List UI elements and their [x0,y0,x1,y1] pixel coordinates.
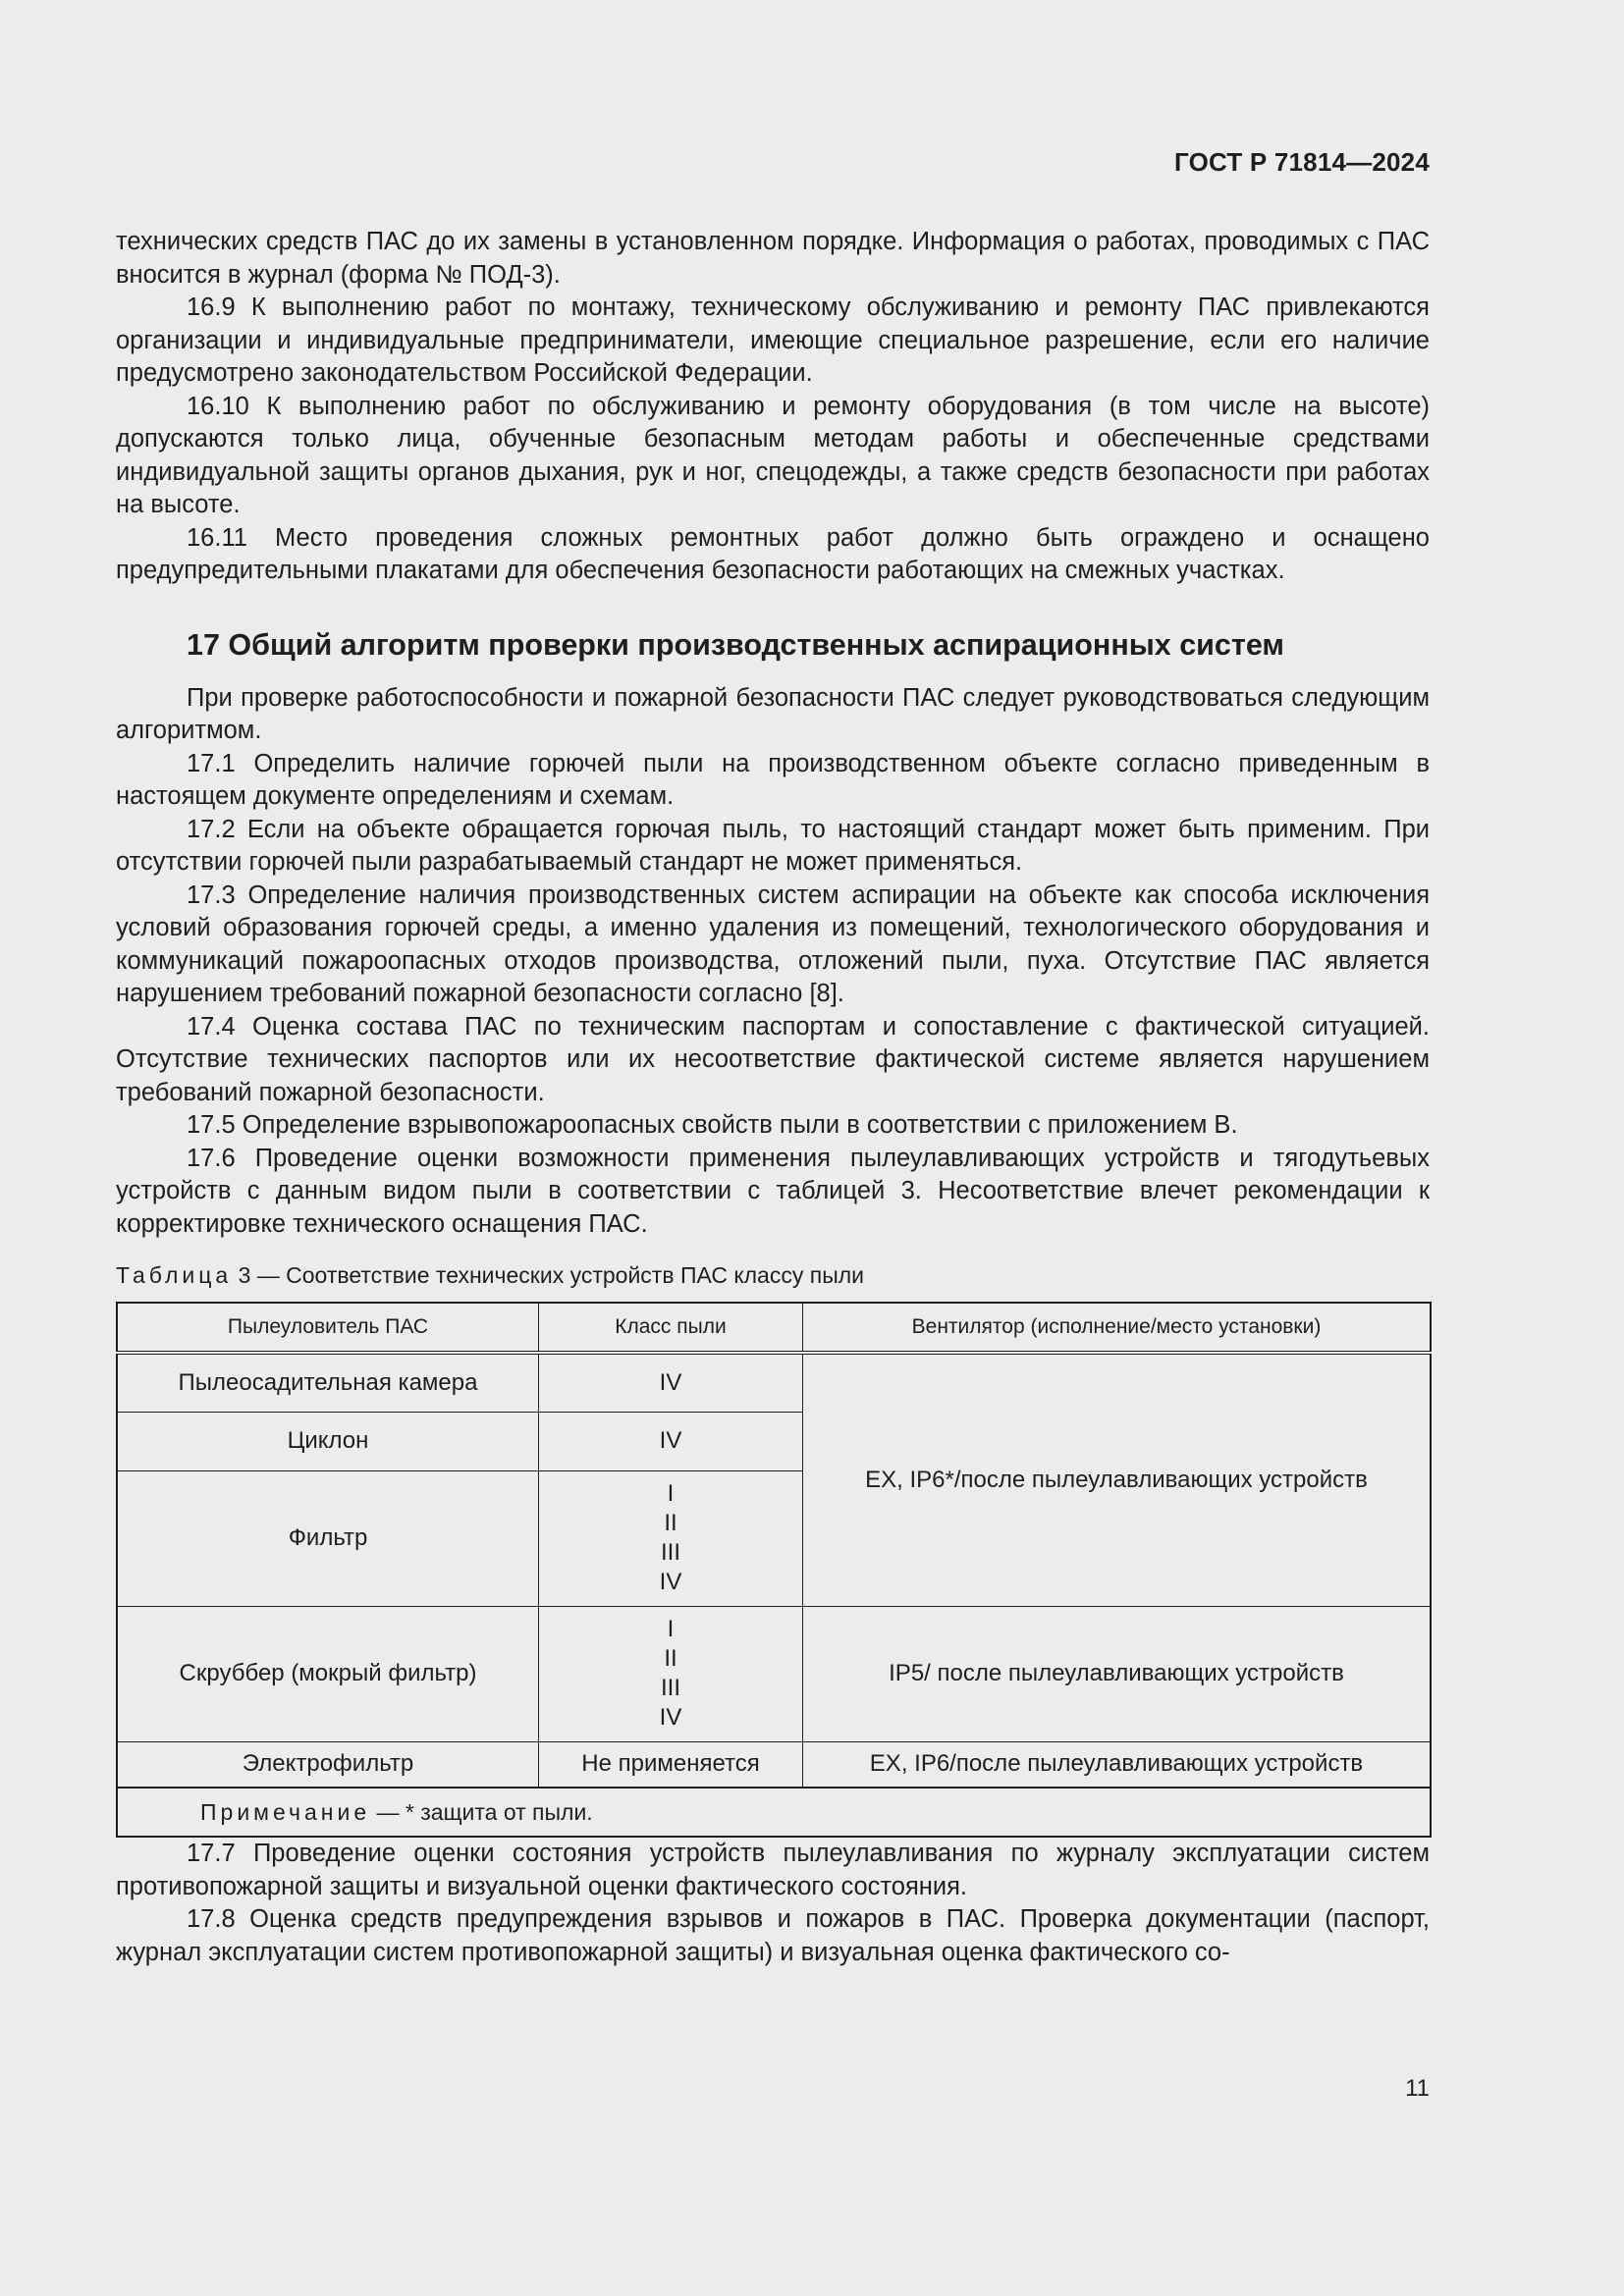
cell-collector: Скруббер (мокрый фильтр) [117,1606,539,1741]
cell-dust-class: Не применяется [539,1741,803,1788]
document-code-header: ГОСТ Р 71814—2024 [1174,147,1430,177]
dust-class-value: III [660,1675,680,1701]
header-dust-class: Класс пыли [539,1303,803,1353]
paragraph-17-8: 17.8 Оценка средств предупреждения взрывов и пожаров в ПАС. Проверка документации (паспорт, журнал эксплуатации систем противопожарной защиты) и визуальная оценка фактического со- [116,1905,1430,1966]
paragraph-17-6: 17.6 Проведение оценки возможности применения пылеулавливающих устройств и тягодутьевых устройств с данным видом пыли в соответствии с таблицей 3. Несоответствие влечет рекомендации к корректировке технического оснащения ПАС. [116,1144,1430,1238]
dust-class-value: I [667,1480,675,1507]
table-row [117,1741,1431,1788]
paragraph-17-3: 17.3 Определение наличия производственных систем аспирации на объекте как способа исключения условий образования горючей среды, а именно удаления из помещений, технологического оборудования и коммуникаций пожароопасных отходов производства, отложений пыли, пуха. Отсутствие ПАС является нарушением требований пожарной безопасности согласно [8]. [116,881,1430,1007]
paragraph-17-5: 17.5 Определение взрывопожароопасных свойств пыли в соответствии с приложением В. [187,1111,1238,1139]
page-content [116,226,1430,1969]
paragraph-17-7: 17.7 Проведение оценки состояния устройств пылеулавливания по журналу эксплуатации систем противопожарной защиты и визуальной оценки фактического состояния. [116,1840,1430,1900]
paragraph-17-4: 17.4 Оценка состава ПАС по техническим паспортам и сопоставление с фактической ситуацией. Отсутствие технических паспортов или их несоответствие фактической системе является нарушением требований пожарной безопасности. [116,1012,1430,1106]
dust-class-value: II [664,1645,677,1672]
dust-class-value: IV [659,1569,682,1595]
cell-collector: Пылеосадительная камера [117,1353,539,1412]
header-collector: Пылеуловитель ПАС [117,1303,539,1353]
table-caption-label: Таблица [116,1262,233,1288]
cell-collector: Циклон [117,1412,539,1470]
note-text: — * защита от пыли. [370,1799,593,1825]
paragraph-16-11: 16.11 Место проведения сложных ремонтных работ должно быть ограждено и оснащено предупредительными плакатами для обеспечения безопасности работающих на смежных участках. [116,523,1430,584]
paragraph-17-intro: При проверке работоспособности и пожарной безопасности ПАС следует руководствоваться следующим алгоритмом. [116,683,1430,744]
section-17-heading: 17 Общий алгоритм проверки производственных аспирационных систем [187,627,1284,662]
cell-collector: Электрофильтр [117,1741,539,1788]
note-label: Примечание [200,1799,371,1825]
table-note [117,1788,1431,1837]
page-number: 11 [1405,2075,1430,2102]
table-row [117,1353,1431,1412]
cell-fan: IP5/ после пылеулавливающих устройств [803,1606,1432,1741]
dust-class-value: IV [659,1704,682,1731]
table-note-row [117,1788,1431,1837]
header-fan: Вентилятор (исполнение/место установки) [803,1303,1432,1353]
cell-collector: Фильтр [117,1470,539,1606]
table-caption-title: 3 — Соответствие технических устройств ПАС классу пыли [232,1262,864,1288]
paragraph-16-9: 16.9 К выполнению работ по монтажу, техническому обслуживанию и ремонту ПАС привлекаются организации и индивидуальные предприниматели, имеющие специальное разрешение, если его наличие предусмотрено законодательством Российской Федерации. [116,294,1430,387]
cell-fan: EX, IP6/после пылеулавливающих устройств [803,1741,1432,1788]
cell-fan-merged: EX, IP6*/после пылеулавливающих устройств [803,1353,1432,1606]
table-3-caption [116,1260,1430,1290]
table-header-row [117,1303,1431,1353]
cell-dust-class: IV [539,1412,803,1470]
paragraph-continuation: технических средств ПАС до их замены в установленном порядке. Информация о работах, проводимых с ПАС вносится в журнал (форма № ПОД-3). [116,228,1430,289]
dust-class-value: II [664,1510,677,1536]
cell-dust-class [539,1606,803,1741]
dust-class-value: III [660,1539,680,1566]
table-row [117,1606,1431,1741]
dust-class-value: I [667,1616,675,1642]
table-3 [116,1302,1432,1838]
cell-dust-class [539,1470,803,1606]
paragraph-17-1: 17.1 Определить наличие горючей пыли на производственном объекте согласно приведенным в настоящем документе определениям и схемам. [116,749,1430,810]
cell-dust-class: IV [539,1353,803,1412]
paragraph-17-2: 17.2 Если на объекте обращается горючая пыль, то настоящий стандарт может быть применим. При отсутствии горючей пыли разрабатываемый стандарт не может применяться. [116,815,1430,876]
paragraph-16-10: 16.10 К выполнению работ по обслуживанию и ремонту оборудования (в том числе на высоте) допускаются только лица, обученные безопасным методам работы и обеспеченные средствами индивидуальной защиты органов дыхания, рук и ног, спецодежды, а также средств безопасности при работах на высоте. [116,392,1430,518]
